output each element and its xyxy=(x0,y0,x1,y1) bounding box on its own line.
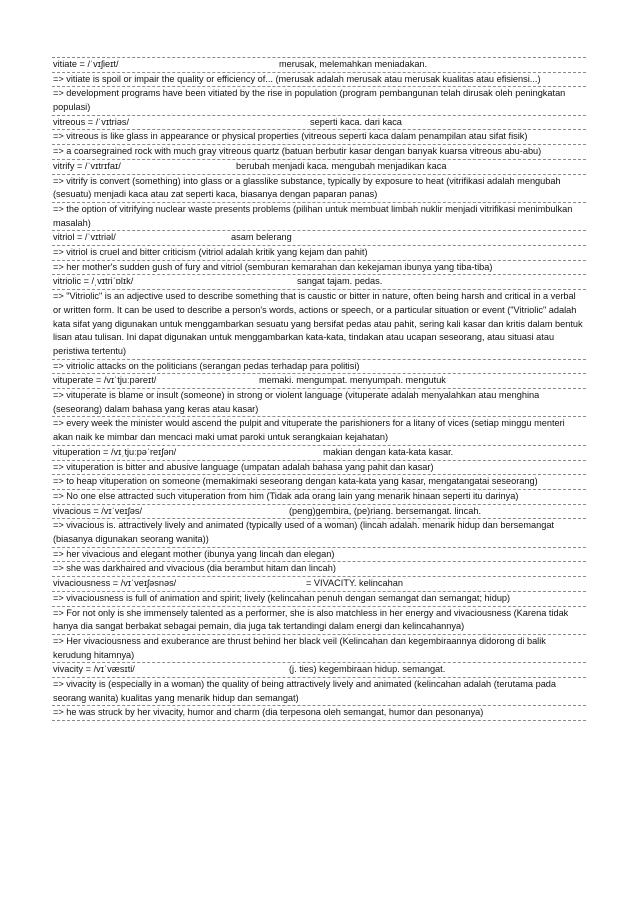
entry-header xyxy=(52,160,586,174)
meaning: (j. ties) kegembiraan hidup. semangat. xyxy=(289,664,446,675)
headword: vitreous = /ˈvɪtriəs/ xyxy=(53,116,130,127)
entry-header xyxy=(52,58,586,72)
entry-vitreous xyxy=(52,116,586,160)
entry-vitriol xyxy=(52,231,586,275)
definition: => vitiate is spoil or impair the quality or efficiency of... (merusak adalah merusak atau merusak kualitas atau efisiensi...) xyxy=(52,72,586,87)
definition: => vitriol is cruel and bitter criticism (vitriol adalah kritik yang kejam dan pahit) xyxy=(52,245,586,260)
headword: vitrify = /ˈvɪtrɪfaɪ/ xyxy=(53,160,121,171)
vocabulary-page xyxy=(52,57,586,721)
meaning: (peng)gembira, (pe)riang. bersemangat. lincah. xyxy=(289,505,482,516)
example: => vitriolic attacks on the politicians (serangan pedas terhadap para politisi) xyxy=(52,359,586,374)
example: => Her vivaciousness and exuberance are thrust behind her black veil (Kelincahan dan kegembiraannya didorong di balik kerudung hitamnya) xyxy=(52,634,586,662)
entry-header xyxy=(52,663,586,677)
entry-vivaciousness xyxy=(52,577,586,663)
entry-header xyxy=(52,505,586,519)
headword: vituperate = /vɪˈtjuːpəreɪt/ xyxy=(53,375,157,386)
meaning: memaki. mengumpat. menyumpah. mengutuk xyxy=(259,375,446,386)
entry-vitrify xyxy=(52,160,586,232)
definition: => vivaciousness is full of animation and spirit; lively (kelincahan penuh dengan semangat dan semangat; hidup) xyxy=(52,591,586,606)
example: => the option of vitrifying nuclear waste presents problems (pilihan untuk membuat limbah nuklir menjadi vitrifikasi menimbulkan masalah) xyxy=(52,202,586,230)
meaning: sangat tajam. pedas. xyxy=(297,276,383,287)
headword: vitriolic = /ˌvɪtriˈɒlɪk/ xyxy=(53,276,134,287)
entry-vituperate xyxy=(52,374,586,446)
entry-header xyxy=(52,275,586,289)
entry-header xyxy=(52,116,586,130)
meaning: = VIVACITY. kelincahan xyxy=(306,578,403,589)
definition: => vitreous is like glass in appearance or physical properties (vitreous seperti kaca dalam penampilan atau sifat fisik) xyxy=(52,129,586,144)
entry-vivacity xyxy=(52,663,586,721)
meaning: seperti kaca. dari kaca xyxy=(310,116,402,127)
entry-header xyxy=(52,577,586,591)
definition: => "Vitriolic" is an adjective used to describe something that is caustic or bitter in nature, often being harsh and critical in a verbal or written form. It can be used to describe a person's words, actions or speech, or a particular situation or event ("Vitriolic" adalah kata sifat yang digunakan untuk menggambarkan sesuatu yang bersifat pedas atau pahit, sering kali kasar dan kritis dalam bentuk lisan atau tulisan. Ini dapat digunakan untuk menggambarkan kata-kata, tindakan atau ucapan seseorang, atau situasi atau peristiwa tertentu) xyxy=(52,289,586,359)
definition: => vitrify is convert (something) into glass or a glasslike substance, typically by exposure to heat (vitrifikasi adalah mengubah (sesuatu) menjadi kaca atau zat seperti kaca, biasanya dengan paparan panas) xyxy=(52,174,586,202)
definition: => vivacity is (especially in a woman) the quality of being attractively lively and animated (kelincahan adalah (terutama pada seorang wanita) kualitas yang menarik hidup dan semangat) xyxy=(52,677,586,705)
entry-vitiate xyxy=(52,58,586,116)
entry-vitriolic xyxy=(52,275,586,374)
headword: vivacity = /vɪˈvæsɪti/ xyxy=(53,664,135,675)
example: => her mother's sudden gush of fury and vitriol (semburan kemarahan dan kekejaman ibunya yang tiba-tiba) xyxy=(52,260,586,275)
headword: vivacious = /vɪˈveɪʃəs/ xyxy=(53,505,143,516)
headword: vivaciousness = /vɪˈveɪʃəsnəs/ xyxy=(53,578,177,589)
entry-vivacious xyxy=(52,505,586,578)
meaning: asam belerang xyxy=(231,232,292,243)
definition: => vituperation is bitter and abusive language (umpatan adalah bahasa yang pahit dan kasar) xyxy=(52,460,586,475)
example: => For not only is she immensely talented as a performer, she is also matchless in her energy and vivaciousness (Karena tidak hanya dia sangat berbakat sebagai pemain, dia juga tak tertandingi dalam energi dan kelincahannya) xyxy=(52,606,586,634)
example: => her vivacious and elegant mother (ibunya yang lincah dan elegan) xyxy=(52,547,586,562)
example: => he was struck by her vivacity, humor and charm (dia terpesona oleh semangat, humor dan pesonanya) xyxy=(52,705,586,720)
meaning: berubah menjadi kaca. mengubah menjadikan kaca xyxy=(236,160,447,171)
example: => a coarsegrained rock with much gray vitreous quartz (batuan berbutir kasar dengan banyak kuarsa vitreous abu-abu) xyxy=(52,144,586,159)
entry-header xyxy=(52,374,586,388)
meaning: makian dengan kata-kata kasar. xyxy=(323,446,454,457)
headword: vitriol = /ˈvɪtriəl/ xyxy=(53,232,116,243)
entry-header xyxy=(52,231,586,245)
definition: => vituperate is blame or insult (someone) in strong or violent language (vituperate adalah menyalahkan atau menghina (seseorang) dalam bahasa yang keras atau kasar) xyxy=(52,388,586,416)
headword: vitiate = /ˈvɪʃieɪt/ xyxy=(53,59,119,69)
meaning: merusak, melemahkan meniadakan. xyxy=(279,59,428,69)
example: => she was darkhaired and vivacious (dia berambut hitam dan lincah) xyxy=(52,561,586,576)
example: => No one else attracted such vituperation from him (Tidak ada orang lain yang menarik hinaan seperti itu darinya) xyxy=(52,489,586,504)
definition: => vivacious is. attractively lively and animated (typically used of a woman) (lincah adalah. menarik hidup dan bersemangat (biasanya digunakan seorang wanita)) xyxy=(52,518,586,546)
example: => development programs have been vitiated by the rise in population (program pembangunan telah dirusak oleh peningkatan populasi) xyxy=(52,86,586,114)
example: => to heap vituperation on someone (memakimaki seseorang dengan kata-kata yang kasar, mengatangatai seseorang) xyxy=(52,474,586,489)
entry-vituperation xyxy=(52,446,586,505)
example: => every week the minister would ascend the pulpit and vituperate the parishioners for a litany of vices (setiap minggu menteri akan naik ke mimbar dan mencaci maki umat paroki untuk serangkaian kejahatan) xyxy=(52,416,586,444)
headword: vituperation = /vɪˌtjuːpəˈreɪʃən/ xyxy=(53,446,177,457)
entry-header xyxy=(52,446,586,460)
